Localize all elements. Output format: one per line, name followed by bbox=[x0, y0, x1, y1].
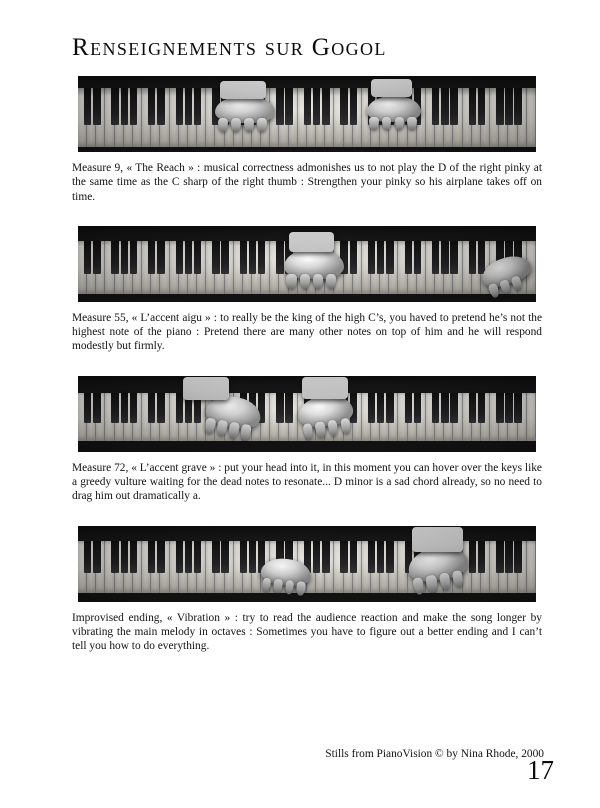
image-credit: Stills from PianoVision © by Nina Rhode, 2000 bbox=[325, 748, 544, 760]
black-keys-1 bbox=[78, 88, 536, 125]
figure-block-4 bbox=[70, 526, 544, 654]
figure-caption-2: Measure 55, « L’accent aigu » : to really be the king of the high C’s, you haved to pretend he’s not the highest note of the piano : Pretend there are many other notes on top of him and he will respond modestly but firmly. bbox=[72, 311, 542, 353]
keyboard-graphic-4 bbox=[78, 526, 536, 602]
piano-keyboard-still-4 bbox=[78, 526, 536, 602]
piano-keyboard-still-2 bbox=[78, 226, 536, 302]
right-sleeve-1 bbox=[371, 79, 412, 97]
right-hand-1 bbox=[367, 96, 422, 122]
right-sleeve-3 bbox=[302, 377, 348, 398]
figure-block-1 bbox=[70, 76, 544, 204]
right-sleeve-4 bbox=[412, 527, 462, 551]
left-hand-1 bbox=[215, 96, 275, 123]
keyboard-graphic-2 bbox=[78, 226, 536, 302]
page-number: 17 bbox=[527, 755, 554, 785]
left-hand-2 bbox=[284, 249, 344, 279]
keyboard-graphic-3 bbox=[78, 376, 536, 452]
figure-caption-1: Measure 9, « The Reach » : musical correctness admonishes us to not play the D of the right pinky at the same time as the C sharp of the right thumb : Strengthen your pinky so his airplane takes off on time. bbox=[72, 162, 542, 203]
left-sleeve-3 bbox=[183, 377, 229, 400]
piano-keyboard-still-3 bbox=[78, 376, 536, 452]
left-sleeve-2 bbox=[289, 232, 335, 252]
page-title: Renseignements sur Gogol bbox=[72, 34, 387, 61]
footer bbox=[74, 748, 544, 762]
figure-block-3 bbox=[70, 376, 544, 504]
figure-caption-3: Measure 72, « L’accent grave » : put your head into it, in this moment you can hover over the keys like a greedy vulture waiting for the dead notes to resonate... D minor is a sad chord already, so no need to drag him out dramatically a. bbox=[72, 461, 542, 503]
figure-block-2 bbox=[70, 226, 544, 354]
figure-caption-4: Improvised ending, « Vibration » : try to read the audience reaction and make the song longer by vibrating the main melody in octaves : Sometimes you have to figure out a better ending and I can’t tell you how to do everything. bbox=[72, 611, 542, 653]
piano-keyboard-still-1 bbox=[78, 76, 536, 152]
left-sleeve-1 bbox=[220, 81, 266, 99]
keyboard-graphic-1 bbox=[78, 76, 536, 152]
keyboard-body-1 bbox=[78, 88, 536, 147]
